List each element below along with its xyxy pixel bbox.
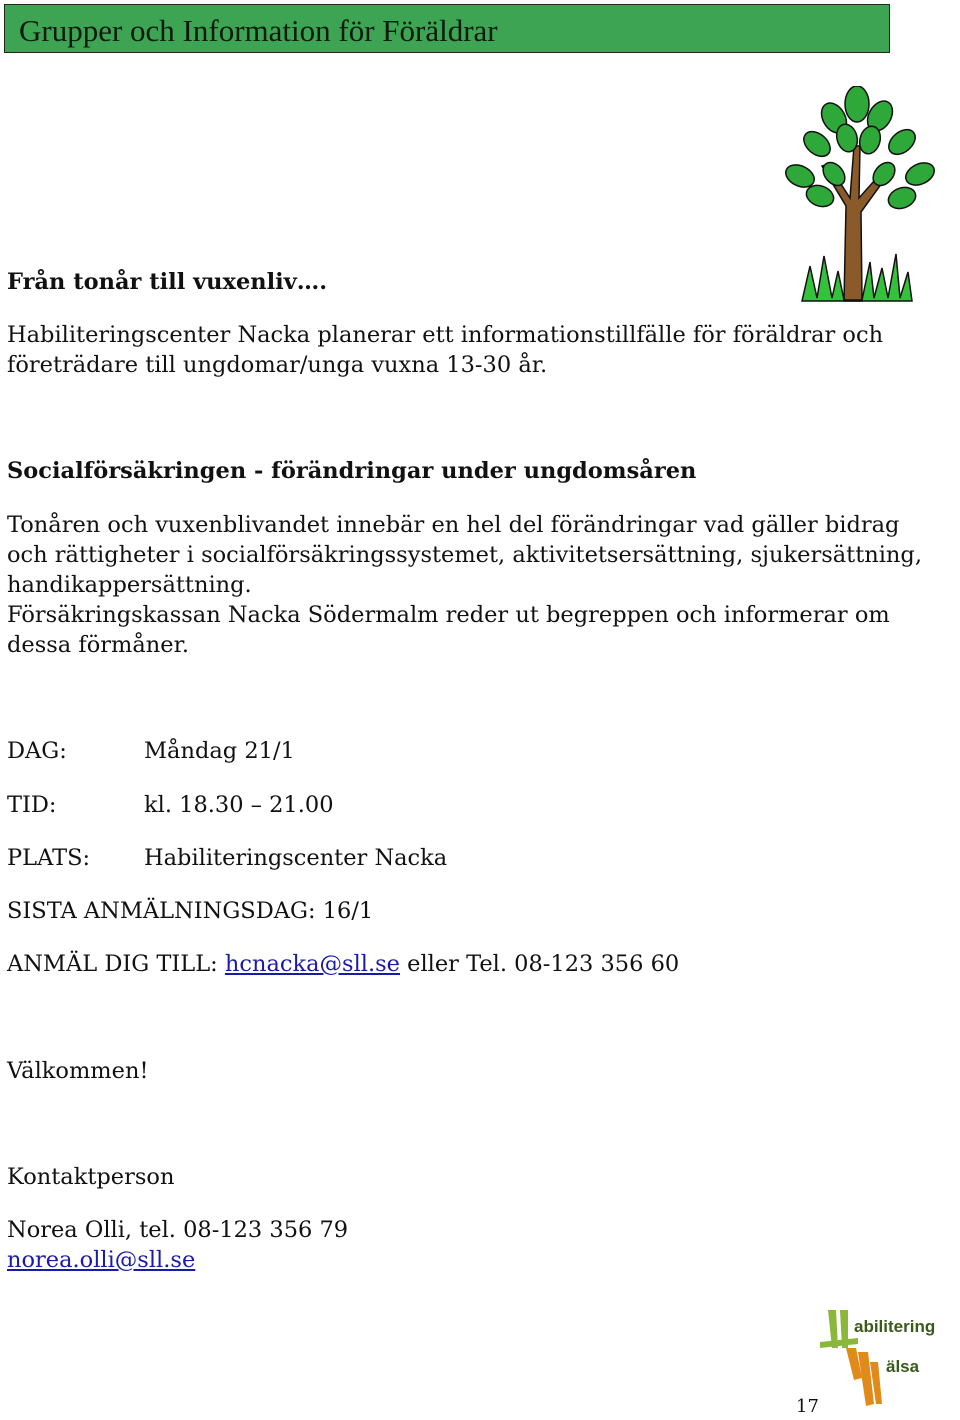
intro-line: företrädare till ungdomar/unga vuxna 13-30 år. — [7, 352, 548, 378]
page-number: 17 — [796, 1396, 819, 1417]
section-line: handikappersättning. — [7, 572, 252, 598]
place-label: PLATS: — [7, 845, 91, 871]
register-row — [7, 949, 679, 979]
logo-top-text: abilitering — [854, 1317, 936, 1336]
day-row — [7, 736, 295, 766]
register-email-link[interactable]: hcnacka@sll.se — [224, 951, 400, 977]
contact-heading: Kontaktperson — [7, 1164, 175, 1190]
place-value: Habiliteringscenter Nacka — [144, 845, 448, 871]
place-row — [7, 843, 447, 873]
contact-email-link[interactable]: norea.olli@sll.se — [7, 1247, 196, 1273]
contact-line: Norea Olli, tel. 08-123 356 79 — [7, 1217, 349, 1243]
page-title: Grupper och Information för Föräldrar — [19, 13, 498, 48]
section-line: Tonåren och vuxenblivandet innebär en hel del förändringar vad gäller bidrag — [7, 512, 900, 538]
contact-email-row — [7, 1245, 195, 1275]
day-label: DAG: — [7, 738, 67, 764]
section-line: och rättigheter i socialförsäkringssystemet, aktivitetsersättning, sjukersättning, — [7, 542, 922, 568]
time-row — [7, 790, 334, 820]
tree-illustration — [762, 86, 942, 306]
logo-bottom-text: älsa — [886, 1357, 920, 1376]
header-banner — [4, 4, 890, 53]
section-line: dessa förmåner. — [7, 632, 189, 658]
register-prefix: ANMÄL DIG TILL: — [7, 951, 225, 977]
section-line: Försäkringskassan Nacka Södermalm reder ut begreppen och informerar om — [7, 602, 890, 628]
habilitering-halsa-logo — [818, 1308, 944, 1408]
deadline: SISTA ANMÄLNINGSDAG: 16/1 — [7, 898, 374, 924]
intro-line: Habiliteringscenter Nacka planerar ett informationstillfälle för föräldrar och — [7, 322, 884, 348]
register-suffix: eller Tel. 08-123 356 60 — [400, 951, 680, 977]
section-heading: Socialförsäkringen - förändringar under ungdomsåren — [7, 458, 697, 484]
intro-heading: Från tonår till vuxenliv…. — [7, 269, 328, 295]
welcome-text: Välkommen! — [7, 1058, 149, 1084]
time-label: TID: — [7, 792, 57, 818]
time-value: kl. 18.30 – 21.00 — [144, 792, 334, 818]
day-value: Måndag 21/1 — [144, 738, 295, 764]
